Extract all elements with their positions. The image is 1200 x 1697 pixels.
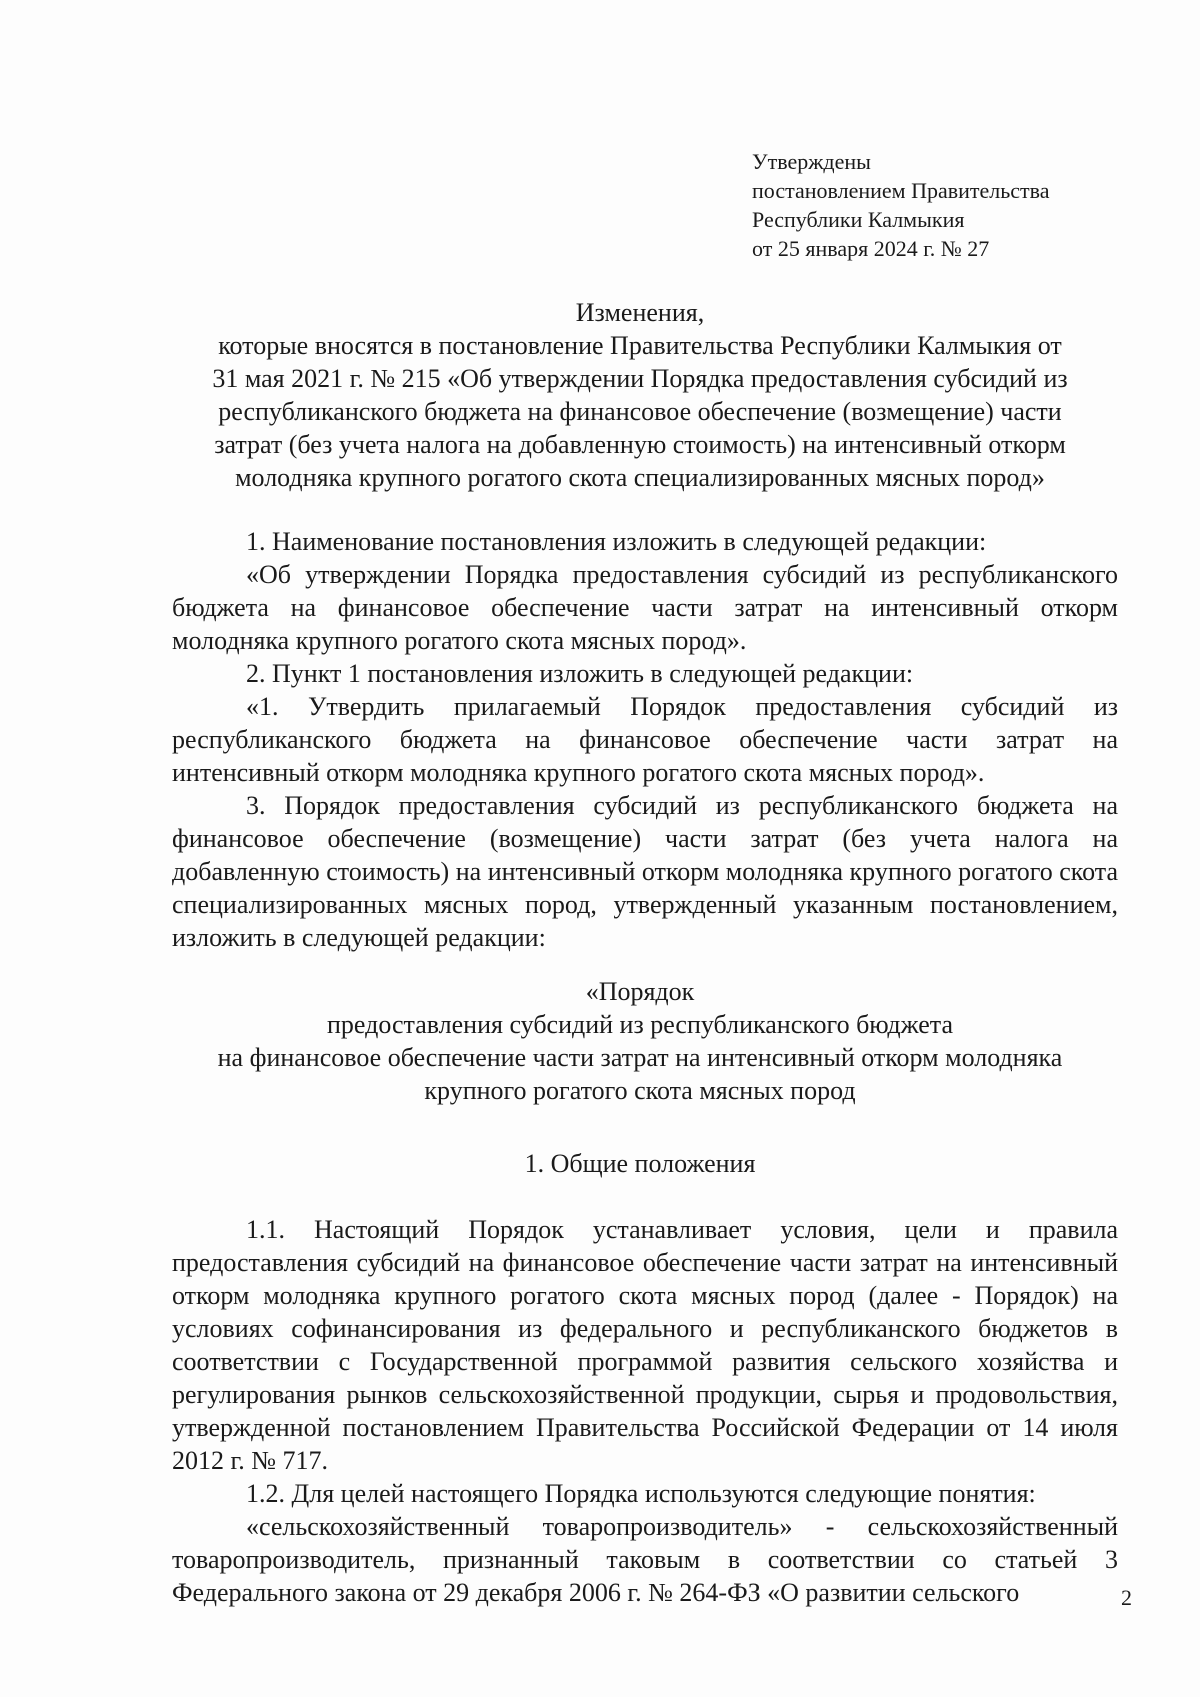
order-title-line: «Порядок: [585, 977, 695, 1006]
title-line: 31 мая 2021 г. № 215 «Об утверждении Порядка предоставления субсидий из: [212, 364, 1068, 393]
approval-line: Утверждены: [752, 149, 871, 174]
paragraph: 1.2. Для целей настоящего Порядка используются следующие понятия:: [246, 1479, 1036, 1508]
paragraph: «1. Утвердить прилагаемый Порядок предоставления субсидий из республиканского бюджета на финансовое обеспечение части затрат на интенсивный откорм молодняка крупного рогатого скота мясных пород».: [172, 692, 1118, 787]
paragraph: 2. Пункт 1 постановления изложить в следующей редакции:: [246, 659, 914, 688]
paragraph: 1.1. Настоящий Порядок устанавливает условия, цели и правила предоставления субсидий на финансовое обеспечение части затрат на интенсивный откорм молодняка крупного рогатого скота мясных пород (далее - Порядок) на условиях софинансирования из федерального и республиканского бюджетов в соответствии с Государственной программой развития сельского хозяйства и регулирования рынков сельскохозяйственной продукции, сырья и продовольствия, утвержденной постановлением Правительства Российской Федерации от 14 июля 2012 г. № 717.: [172, 1215, 1118, 1475]
paragraph: 1. Наименование постановления изложить в следующей редакции:: [246, 527, 987, 556]
order-title-line: предоставления субсидий из республиканского бюджета: [326, 1010, 954, 1039]
document-title: [160, 296, 1120, 494]
order-title: [160, 975, 1120, 1107]
section-heading: 1. Общие положения: [524, 1149, 756, 1178]
approval-stamp: [752, 147, 1050, 263]
paragraph: «Об утверждении Порядка предоставления субсидий из республиканского бюджета на финансовое обеспечение части затрат на интенсивный откорм молодняка крупного рогатого скота мясных пород».: [172, 560, 1118, 655]
title-line: республиканского бюджета на финансовое обеспечение (возмещение) части: [218, 397, 1062, 426]
section-body: [172, 1213, 1118, 1609]
changes-list: [172, 525, 1118, 954]
paragraph: «сельскохозяйственный товаропроизводитель» - сельскохозяйственный товаропроизводитель, признанный таковым в соответствии со статьей 3 Федерального закона от 29 декабря 2006 г. № 264-ФЗ «О развитии сельского: [172, 1512, 1118, 1607]
approval-line: Республики Калмыкия: [752, 207, 965, 232]
order-title-line: крупного рогатого скота мясных пород: [424, 1076, 856, 1105]
approval-line: постановлением Правительства: [752, 178, 1050, 203]
title-line: которые вносятся в постановление Правительства Республики Калмыкия от: [218, 331, 1062, 360]
title-line: молодняка крупного рогатого скота специализированных мясных пород»: [235, 463, 1045, 492]
order-title-line: на финансовое обеспечение части затрат на интенсивный откорм молодняка: [217, 1043, 1063, 1072]
paragraph: 3. Порядок предоставления субсидий из республиканского бюджета на финансовое обеспечение (возмещение) части затрат (без учета налога на добавленную стоимость) на интенсивный откорм молодняка крупного рогатого скота специализированных мясных пород, утвержденный указанным постановлением, изложить в следующей редакции:: [172, 791, 1118, 952]
approval-date: от 25 января 2024 г. № 27: [752, 236, 990, 261]
page-number: 2: [1121, 1585, 1132, 1610]
title-line: затрат (без учета налога на добавленную стоимость) на интенсивный откорм: [214, 430, 1066, 459]
title-line: Изменения,: [575, 298, 705, 327]
